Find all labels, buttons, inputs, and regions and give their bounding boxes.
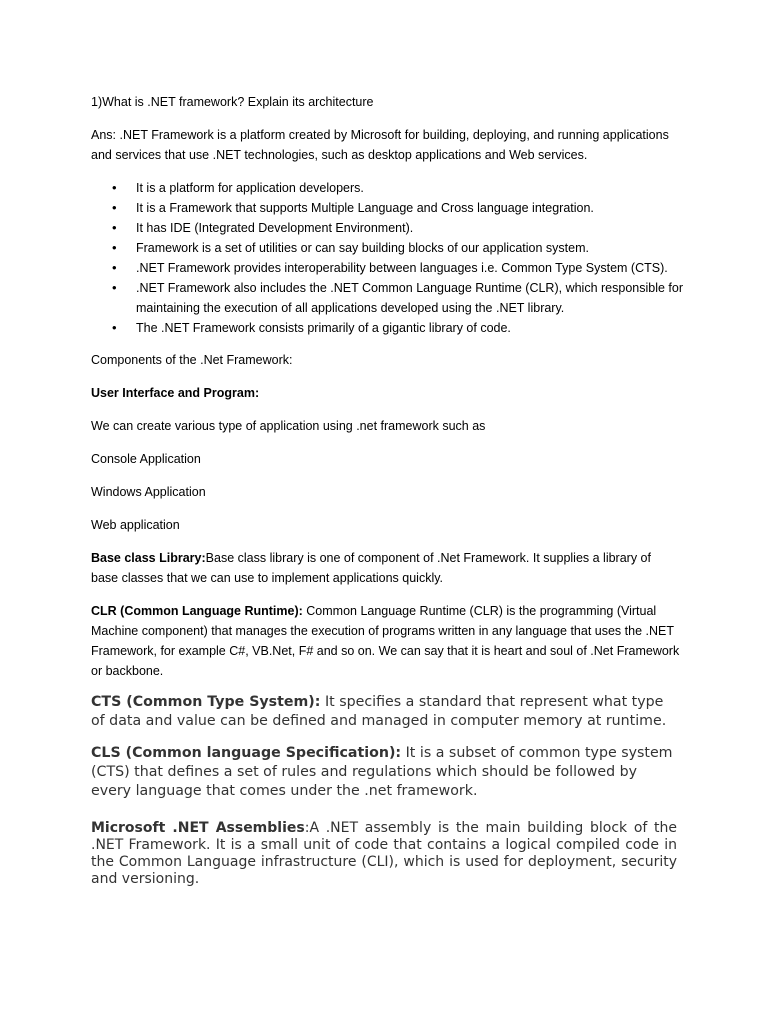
- bullet-icon: •: [112, 260, 117, 275]
- list-item: • .NET Framework provides interoperability between languages i.e. Common Type System (CTS).: [91, 258, 691, 278]
- list-item: • It has IDE (Integrated Development Environment).: [91, 218, 691, 238]
- clr-term: CLR (Common Language Runtime):: [91, 604, 303, 618]
- assemblies-paragraph: [91, 820, 677, 888]
- bullet-icon: •: [112, 280, 117, 295]
- answer-intro: Ans: .NET Framework is a platform created by Microsoft for building, deploying, and running applications and services that use .NET technologies, such as desktop applications and Web services.: [91, 128, 669, 162]
- cls-paragraph: [91, 744, 681, 801]
- question-heading: 1)What is .NET framework? Explain its architecture: [91, 95, 374, 109]
- clr-paragraph: [91, 601, 681, 681]
- cls-text: It is a subset of common type system (CTS) that defines a set of rules and regulations which should be followed by every language that comes under the .net framework.: [91, 745, 673, 799]
- list-item: • .NET Framework also includes the .NET Common Language Runtime (CLR), which responsible for maintaining the execution of all applications developed using the .NET library.: [112, 280, 683, 315]
- assemblies-text: :A .NET assembly is the main building block of the .NET Framework. It is a small unit of code that contains a logical compiled code in the Common Language infrastructure (CLI), which is used for deployment, security and versioning.: [91, 820, 677, 887]
- list-item: • It is a Framework that supports Multiple Language and Cross language integration.: [91, 198, 691, 218]
- bullet-icon: •: [112, 200, 117, 215]
- list-item: • The .NET Framework consists primarily of a gigantic library of code.: [91, 318, 691, 338]
- list-item: • It is a platform for application developers.: [91, 178, 691, 198]
- list-item: • Framework is a set of utilities or can say building blocks of our application system.: [91, 238, 691, 258]
- bullet-icon: •: [112, 240, 117, 255]
- bcl-term: Base class Library:: [91, 551, 206, 565]
- bcl-paragraph: [91, 548, 681, 588]
- ui-program-heading: User Interface and Program:: [91, 386, 260, 400]
- app-type-windows: Windows Application: [91, 485, 206, 499]
- bcl-text: Base class library is one of component of .Net Framework. It supplies a library of base classes that we can use to implement applications quickly.: [91, 551, 651, 585]
- bullet-icon: •: [112, 320, 117, 335]
- cts-term: CTS (Common Type System):: [91, 694, 321, 710]
- components-heading: Components of the .Net Framework:: [91, 353, 293, 367]
- app-type-web: Web application: [91, 518, 180, 532]
- app-type-console: Console Application: [91, 452, 201, 466]
- cts-paragraph: [91, 693, 681, 731]
- assemblies-term: Microsoft .NET Assemblies: [91, 820, 305, 836]
- bullet-icon: •: [112, 220, 117, 235]
- clr-text: Common Language Runtime (CLR) is the programming (Virtual Machine component) that manages the execution of programs written in any language that uses the .NET Framework, for example C#, VB.Net, F# and so on. We can say that it is heart and soul of .Net Framework or backbone.: [91, 604, 680, 678]
- bullet-icon: •: [112, 180, 117, 195]
- feature-bullet-list: [91, 178, 691, 338]
- ui-program-text: We can create various type of application using .net framework such as: [91, 419, 486, 433]
- cts-text: It specifies a standard that represent what type of data and value can be defined and managed in computer memory at runtime.: [91, 694, 667, 729]
- cls-term: CLS (Common language Specification):: [91, 745, 402, 761]
